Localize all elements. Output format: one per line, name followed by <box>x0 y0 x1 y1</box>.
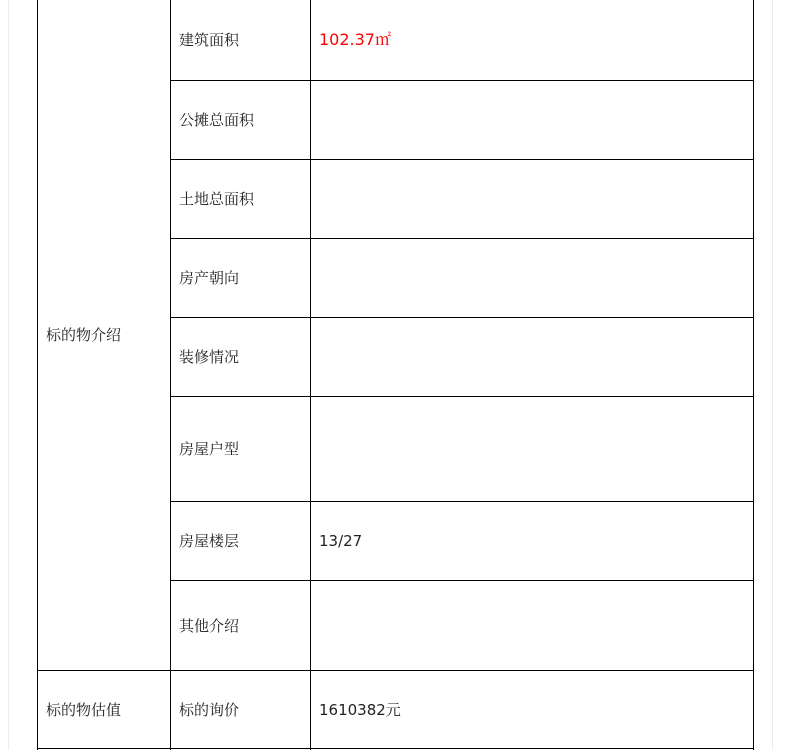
field-value-building-area: 102.37㎡ <box>311 0 754 81</box>
field-label-floor: 房屋楼层 <box>171 502 311 581</box>
field-value-floor: 13/27 <box>311 502 754 581</box>
field-label-layout: 房屋户型 <box>171 397 311 502</box>
section-label-valuation: 标的物估值 <box>38 671 171 749</box>
left-guide-line <box>8 0 9 750</box>
field-label-decoration: 装修情况 <box>171 318 311 397</box>
field-label-shared-area: 公摊总面积 <box>171 81 311 160</box>
right-guide-line <box>772 0 773 750</box>
field-value-shared-area <box>311 81 754 160</box>
property-info-table <box>37 0 754 750</box>
field-value-inquiry-price: 1610382元 <box>311 671 754 749</box>
field-label-other-info: 其他介绍 <box>171 581 311 671</box>
field-label-building-area: 建筑面积 <box>171 0 311 81</box>
field-value-other-info <box>311 581 754 671</box>
field-value-decoration <box>311 318 754 397</box>
field-label-inquiry-price: 标的询价 <box>171 671 311 749</box>
table-row <box>38 0 754 81</box>
field-value-layout <box>311 397 754 502</box>
table-row <box>38 671 754 749</box>
section-label-property-intro: 标的物介绍 <box>38 0 171 671</box>
field-label-orientation: 房产朝向 <box>171 239 311 318</box>
field-value-land-area <box>311 160 754 239</box>
field-label-land-area: 土地总面积 <box>171 160 311 239</box>
field-value-orientation <box>311 239 754 318</box>
